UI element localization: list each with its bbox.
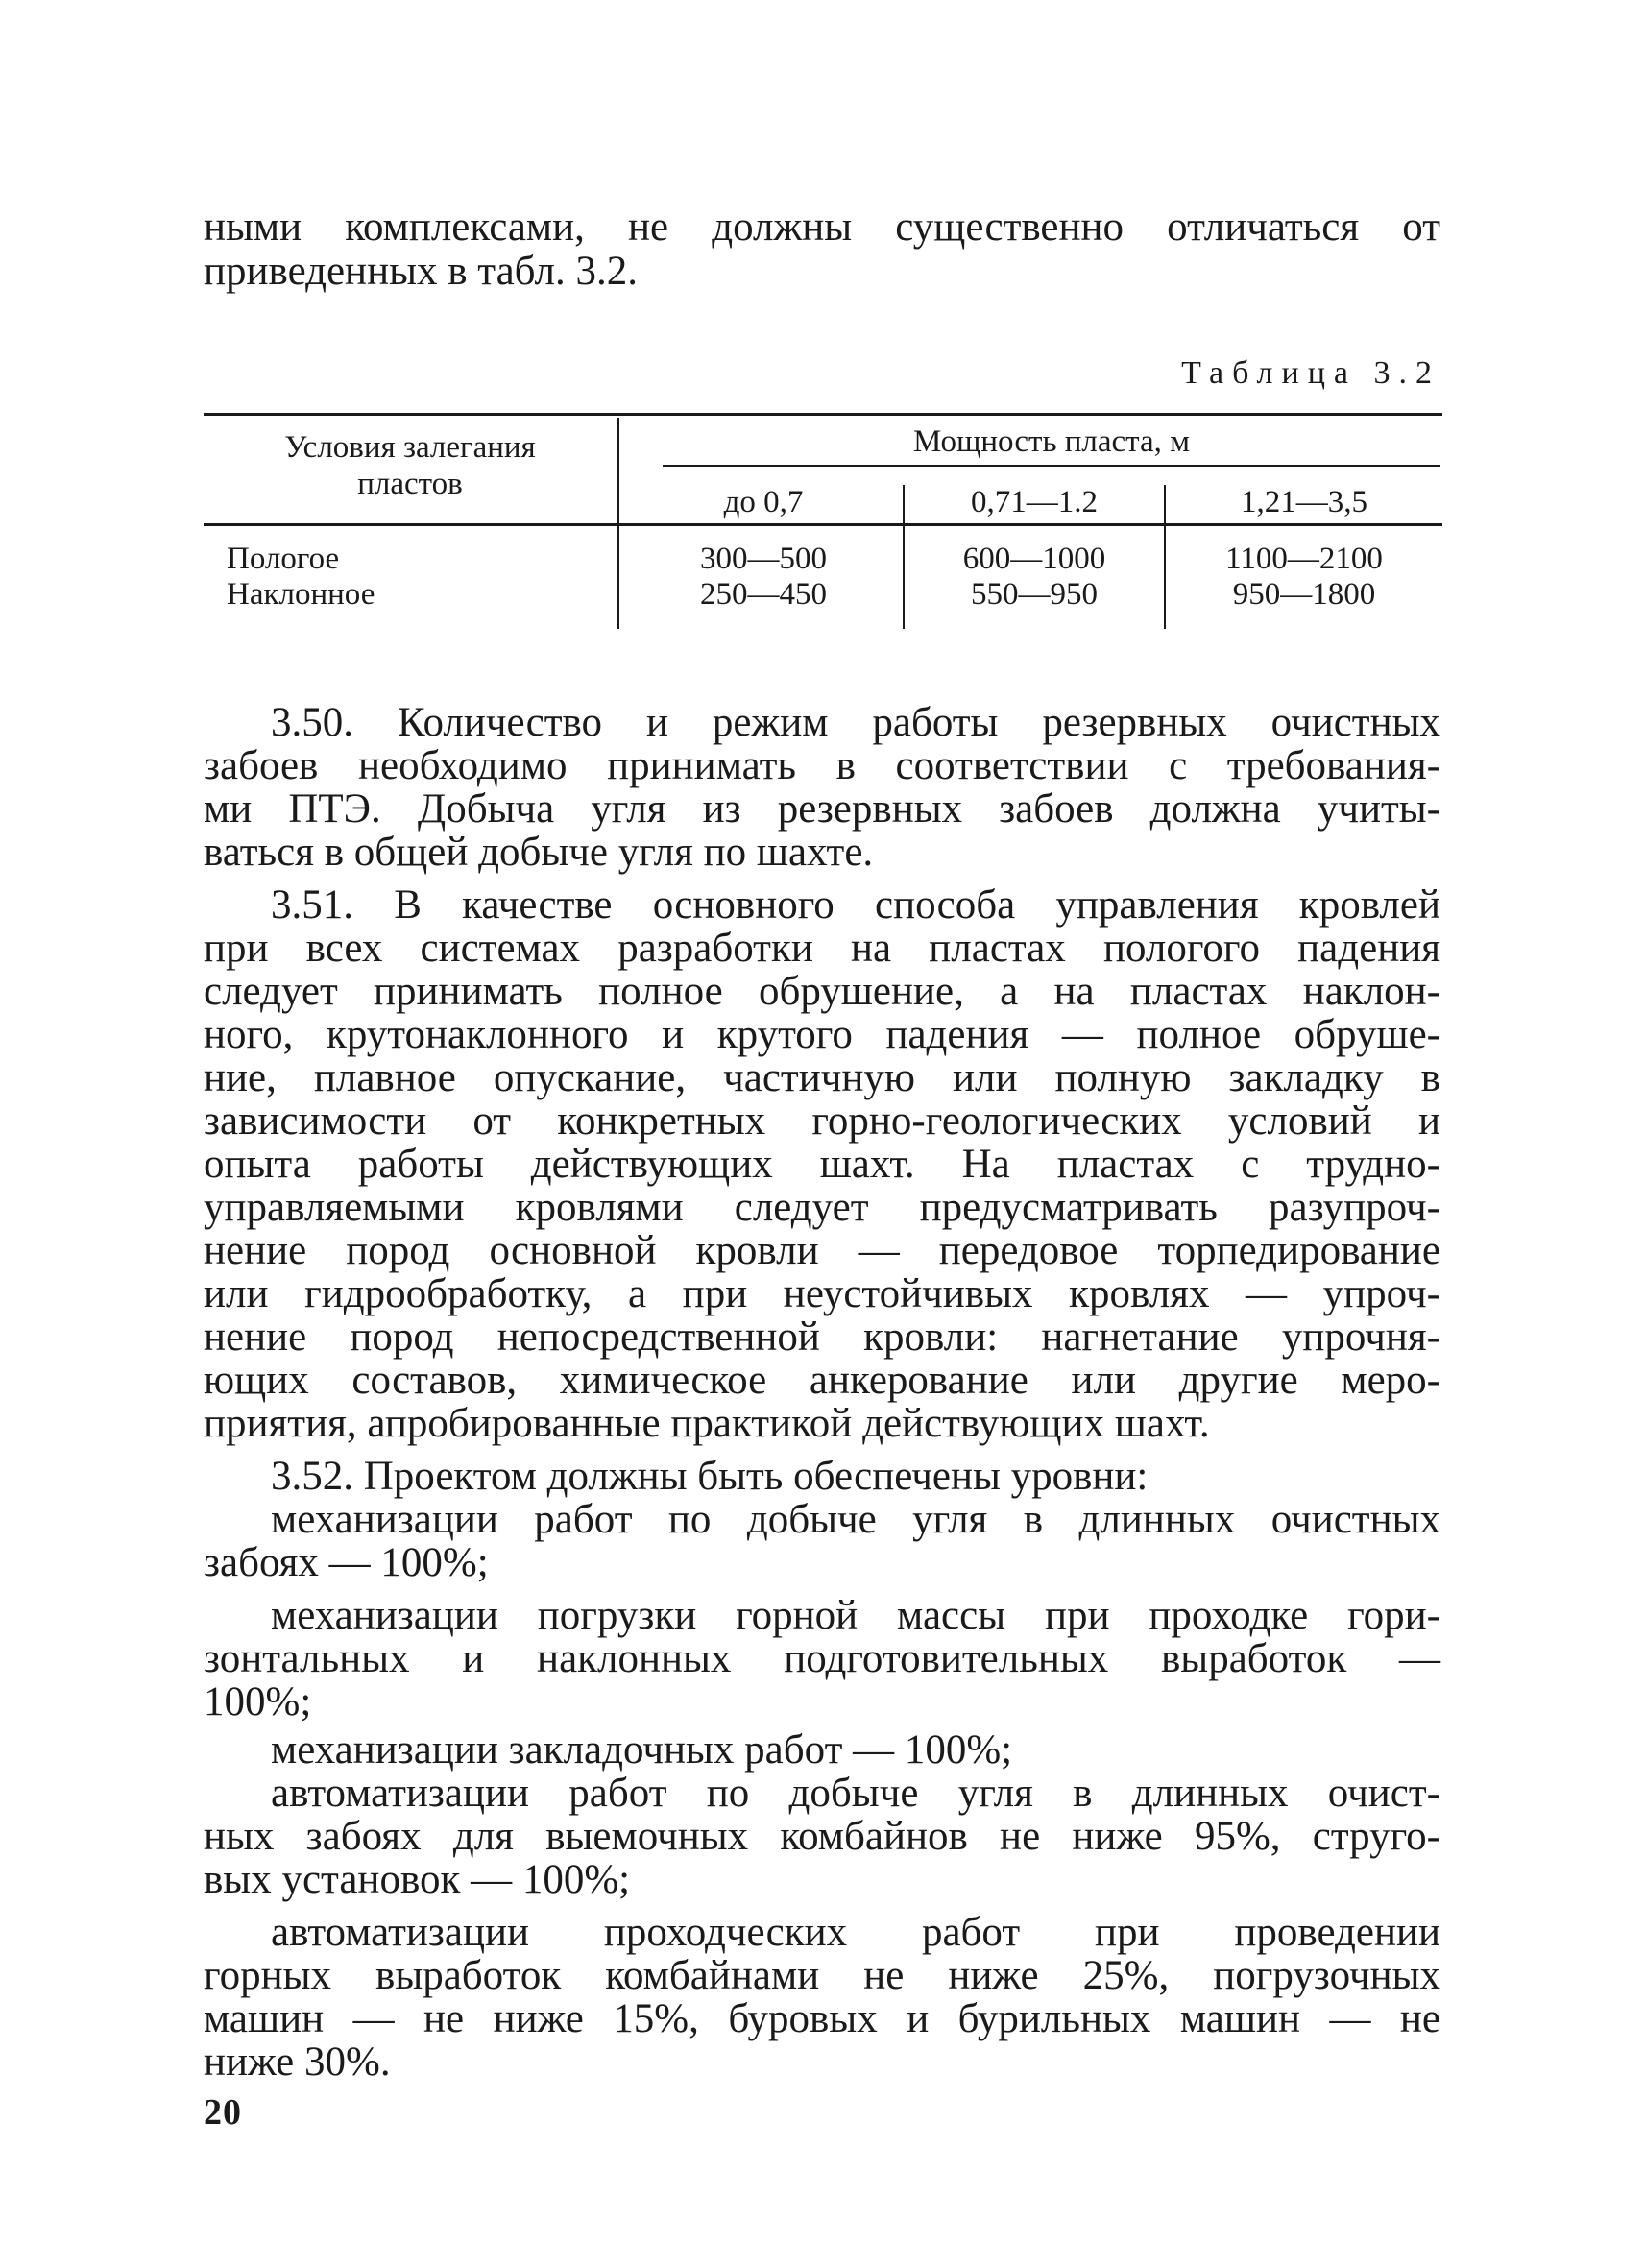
text-line: зависимости от конкретных горно-геологических условий и xyxy=(204,1098,1440,1144)
text-line: приятия, апробированные практикой действующих шахт. xyxy=(204,1401,1210,1446)
list-item-line: механизации закладочных работ — 100%; xyxy=(271,1727,1013,1773)
list-item-line: автоматизации проходческих работ при проведении xyxy=(271,1910,1440,1955)
list-item-line: зонтальных и наклонных подготовительных выработок — xyxy=(204,1636,1440,1681)
list-item-line: вых установок — 100%; xyxy=(204,1857,631,1902)
text-line: управляемыми кровлями следует предусматривать разупроч- xyxy=(204,1185,1440,1230)
table-cell: 250—450 xyxy=(700,577,827,612)
text-line: ми ПТЭ. Добыча угля из резервных забоев должна учиты- xyxy=(204,786,1440,832)
table-subheader-rule xyxy=(663,465,1440,467)
table-header-conditions: Условия залегания xyxy=(284,430,536,465)
text-line: ваться в общей добыче угля по шахте. xyxy=(204,830,874,875)
text-line: нение пород основной кровли — передовое торпедирование xyxy=(204,1228,1440,1273)
table-header-conditions: пластов xyxy=(357,467,463,501)
list-item-line: механизации погрузки горной массы при проходке гори- xyxy=(271,1593,1440,1638)
table-row-label: Пологое xyxy=(227,542,340,576)
list-item-line: машин — не ниже 15%, буровых и бурильных машин — не xyxy=(204,1996,1440,2041)
text-line: следует принимать полное обрушение, а на пластах наклон- xyxy=(204,969,1440,1014)
list-item-line: 100%; xyxy=(204,1679,312,1725)
table-cell: 550—950 xyxy=(971,577,1098,612)
text-line: ного, крутонаклонного и крутого падения — полное обруше- xyxy=(204,1012,1440,1057)
text-line: приведенных в табл. 3.2. xyxy=(204,249,638,294)
text-line: 3.51. В качестве основного способа управления кровлей xyxy=(271,882,1440,928)
list-item-line: автоматизации работ по добыче угля в длинных очист- xyxy=(271,1771,1440,1816)
list-item-line: горных выработок комбайнами не ниже 25%, погрузочных xyxy=(204,1953,1440,1998)
table-column-header: до 0,7 xyxy=(723,485,804,519)
table-column-header: 0,71—1.2 xyxy=(971,485,1098,519)
table-cell: 950—1800 xyxy=(1232,577,1376,612)
text-line: опыта работы действующих шахт. На пластах с трудно- xyxy=(204,1142,1440,1187)
text-line: ющих составов, химическое анкерование или другие меро- xyxy=(204,1358,1440,1403)
text-line: забоев необходимо принимать в соответствии с требования- xyxy=(204,743,1440,788)
page-number: 20 xyxy=(204,2092,242,2133)
table-caption: Таблица 3.2 xyxy=(1181,355,1440,391)
list-item-line: механизации работ по добыче угля в длинных очистных xyxy=(271,1497,1440,1542)
table-cell: 600—1000 xyxy=(962,542,1106,576)
text-line: ние, плавное опускание, частичную или полную закладку в xyxy=(204,1055,1440,1100)
table-cell: 300—500 xyxy=(700,542,827,576)
table-cell: 1100—2100 xyxy=(1225,542,1383,576)
table-row-label: Наклонное xyxy=(227,577,375,612)
list-item-line: ниже 30%. xyxy=(204,2039,391,2085)
text-line: при всех системах разработки на пластах пологого падения xyxy=(204,926,1440,971)
table-header-thickness: Мощность пласта, м xyxy=(912,424,1191,459)
text-line: или гидрообработку, а при неустойчивых кровлях — упроч- xyxy=(204,1271,1440,1316)
table-top-rule xyxy=(204,413,1442,416)
list-item-line: забоях — 100%; xyxy=(204,1540,489,1585)
table-column-header: 1,21—3,5 xyxy=(1241,485,1367,519)
text-line: 3.52. Проектом должны быть обеспечены уровни: xyxy=(271,1454,1149,1499)
table-column-divider xyxy=(617,418,619,629)
text-line: нение пород непосредственной кровли: нагнетание упрочня- xyxy=(204,1315,1440,1360)
text-line: 3.50. Количество и режим работы резервных очистных xyxy=(271,700,1440,745)
text-line: ными комплексами, не должны существенно отличаться от xyxy=(204,205,1440,250)
list-item-line: ных забоях для выемочных комбайнов не ниже 95%, струго- xyxy=(204,1814,1440,1859)
table-header-rule xyxy=(204,523,1442,526)
